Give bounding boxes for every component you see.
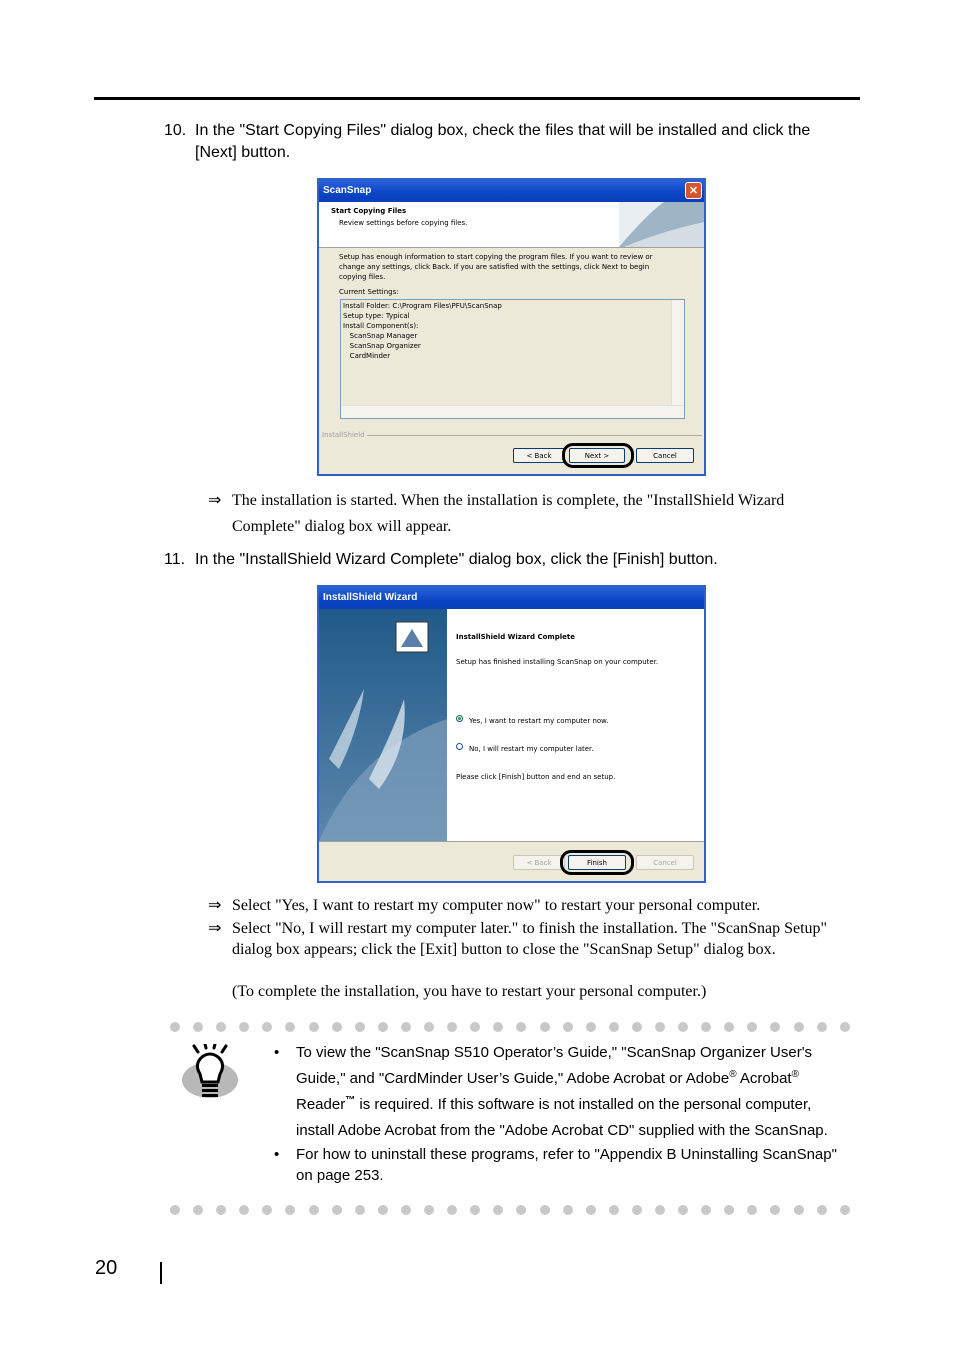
dotted-separator-top xyxy=(170,1022,850,1034)
close-icon[interactable]: ✕ xyxy=(685,182,702,199)
installshield-label: InstallShield xyxy=(322,431,365,439)
result-arrow: ⇒ xyxy=(208,492,222,509)
dialog-titlebar xyxy=(319,180,704,202)
registered-mark: ® xyxy=(729,1069,737,1080)
lightbulb-icon xyxy=(180,1044,240,1102)
settings-line: Install Folder: C:\Program Files\PFU\ScanSnap xyxy=(343,302,502,310)
note-text: To view the "ScanSnap S510 Operator’s Guide," "ScanSnap Organizer User's Guide," and "CardMinder User’s Guide," Adobe Acrobat or Adobe xyxy=(296,1044,813,1087)
settings-box[interactable] xyxy=(340,299,685,419)
divider xyxy=(367,435,702,436)
note-item xyxy=(274,1040,852,1144)
note-text: is required. If this software is not installed on the personal computer, install Adobe Acrobat from the "Adobe Acrobat CD" supplied with the ScanSnap. xyxy=(296,1096,828,1139)
current-settings-label: Current Settings: xyxy=(339,288,399,296)
result-arrow: ⇒ xyxy=(208,920,222,937)
wizard-content xyxy=(447,609,704,841)
note-list xyxy=(274,1040,852,1186)
step-text: In the "InstallShield Wizard Complete" dialog box, click the [Finish] button. xyxy=(195,551,718,568)
settings-line: Setup type: Typical xyxy=(343,312,410,320)
horizontal-scrollbar[interactable] xyxy=(341,405,684,418)
result-text: Select "No, I will restart my computer later." to finish the installation. The "ScanSnap Setup" dialog box appears; click the [Exit] button to close the "ScanSnap Setup" dialog box. xyxy=(232,920,828,958)
header-title: Start Copying Files xyxy=(331,207,407,215)
step-number: 10. xyxy=(164,122,187,139)
settings-line: ScanSnap Organizer xyxy=(343,342,421,350)
bullet: • xyxy=(274,1044,280,1061)
complete-heading: InstallShield Wizard Complete xyxy=(456,633,575,641)
note-text: Acrobat xyxy=(736,1070,792,1087)
step-text: In the "Start Copying Files" dialog box, check the files that will be installed and click the [Next] button. xyxy=(195,122,811,161)
dialog-titlebar xyxy=(319,587,704,609)
top-rule xyxy=(94,97,860,100)
radio-yes-label: Yes, I want to restart my computer now. xyxy=(469,717,609,725)
cancel-button[interactable]: Cancel xyxy=(636,448,694,463)
result-11-yes xyxy=(208,895,853,917)
note-item xyxy=(274,1144,852,1186)
settings-line: ScanSnap Manager xyxy=(343,332,418,340)
header-subtitle: Review settings before copying files. xyxy=(339,219,468,227)
step-11 xyxy=(164,549,864,573)
result-text: Select "Yes, I want to restart my computer now" to restart your personal computer. xyxy=(232,897,761,914)
vertical-scrollbar[interactable] xyxy=(671,300,684,406)
divider xyxy=(319,841,704,842)
result-arrow: ⇒ xyxy=(208,897,222,914)
complete-message: Setup has finished installing ScanSnap on your computer. xyxy=(456,658,659,666)
dialog-title: InstallShield Wizard xyxy=(323,592,418,603)
note-text: For how to uninstall these programs, refer to "Appendix B Uninstalling ScanSnap" on page 253. xyxy=(296,1146,837,1184)
bullet: • xyxy=(274,1146,280,1163)
start-copying-dialog xyxy=(317,178,706,476)
back-button[interactable]: < Back xyxy=(513,448,565,463)
result-10 xyxy=(208,488,858,536)
step-number: 11. xyxy=(164,551,186,568)
highlight-oval xyxy=(560,850,634,875)
dotted-separator-bottom xyxy=(170,1205,850,1217)
wizard-logo-icon xyxy=(619,202,704,247)
settings-line: CardMinder xyxy=(343,352,391,360)
finish-button[interactable]: Finish xyxy=(568,855,626,870)
wizard-banner-image xyxy=(319,609,447,841)
result-11-no xyxy=(208,918,853,982)
note-text: Reader xyxy=(296,1096,346,1113)
trademark-mark: ™ xyxy=(345,1095,356,1106)
footer-bar xyxy=(160,1262,162,1284)
step-10 xyxy=(164,120,864,166)
paren-note: (To complete the installation, you have to restart your personal computer.) xyxy=(232,983,707,1000)
registered-mark: ® xyxy=(791,1069,799,1080)
next-button[interactable]: Next > xyxy=(569,448,625,463)
wizard-complete-dialog xyxy=(317,585,706,883)
info-text: Setup has enough information to start copying the program files. If you want to review or change any settings, click Back. If you are satisfied with the settings, click Next to begin copying files. xyxy=(339,253,653,281)
radio-no-label: No, I will restart my computer later. xyxy=(469,745,594,753)
radio-no[interactable] xyxy=(456,743,463,750)
dialog-title: ScanSnap xyxy=(323,185,372,196)
page-number: 20 xyxy=(95,1257,118,1279)
back-button[interactable]: < Back xyxy=(513,855,565,870)
result-text: The installation is started. When the installation is complete, the "InstallShield Wizard Complete" dialog box will appear. xyxy=(232,492,785,535)
cancel-button[interactable]: Cancel xyxy=(636,855,694,870)
dialog-header xyxy=(319,202,704,248)
radio-yes[interactable] xyxy=(456,715,463,722)
highlight-oval xyxy=(562,443,634,468)
settings-line: Install Component(s): xyxy=(343,322,419,330)
instruction-text: Please click [Finish] button and end an setup. xyxy=(456,773,616,781)
